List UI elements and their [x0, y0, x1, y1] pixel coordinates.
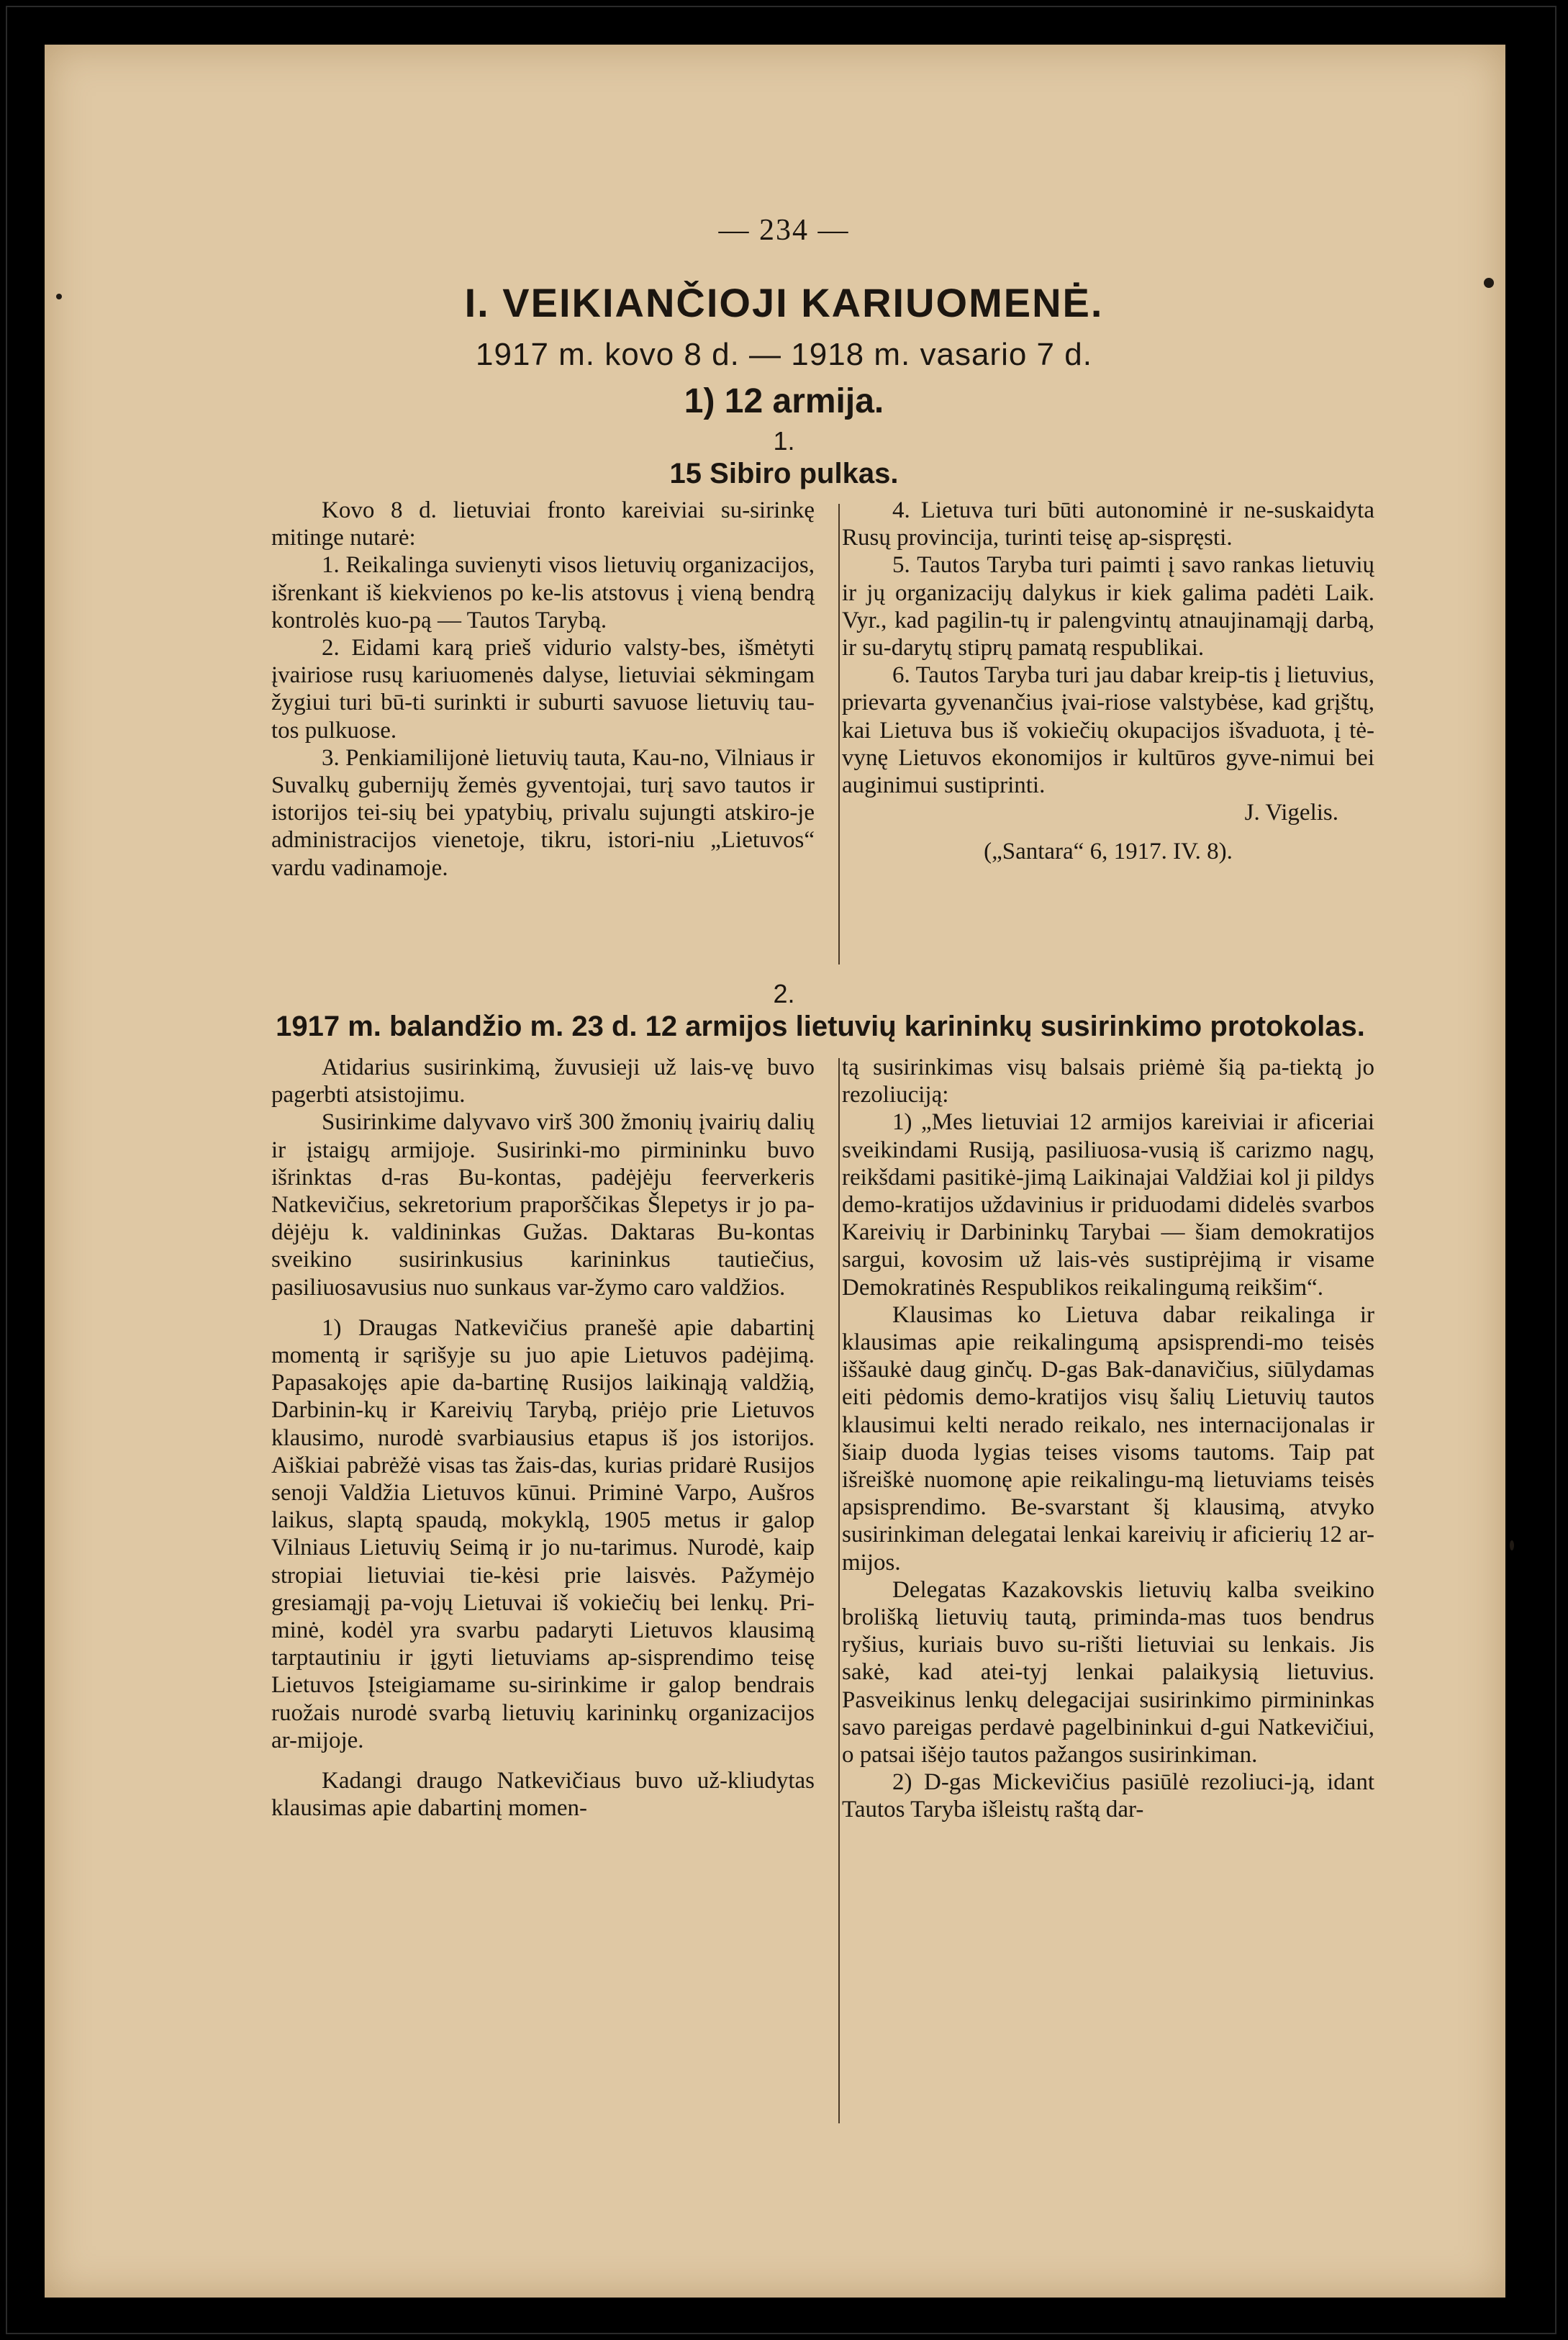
paragraph: tą susirinkimas visų balsais priėmė šią pa-tiektą jo rezoliuciją:: [842, 1054, 1374, 1108]
document-title: 15 Sibiro pulkas.: [669, 458, 899, 489]
document-number: 2.: [773, 979, 795, 1008]
paragraph: Kadangi draugo Natkevičiaus buvo už-kliudytas klausimas apie dabartinį momen-: [271, 1768, 815, 1822]
paragraph: Atidarius susirinkimą, žuvusieji už lais-vę buvo pagerbti atsistojimu.: [271, 1054, 815, 1108]
paragraph: Klausimas ko Lietuva dabar reikalinga ir klausimas apie reikalingumą apsisprendi-mo teisės iššaukė daug ginčų. D-gas Bak-danavičius, siūlydamas eiti pėdomis demo-kratijos visų šalių Lietuvių tautos klausimui kelti nerado reikalo, nes internacijonalas ir šiaip duoda lygias teises visoms tautoms. Taip pat išreiškė nuomonę apie reikalingu-mą lietuviams teisės apsisprendimo. Be-svarstant šį klausimą, atvyko susirinkiman delegatai lenkai kareivių ir aficierių 12 ar-mijos.: [842, 1301, 1374, 1576]
source-citation: („Santara“ 6, 1917. IV. 8).: [984, 839, 1233, 865]
doc1-right-column: [842, 497, 1374, 866]
paragraph: 4. Lietuva turi būti autonominė ir ne-suskaidyta Rusų provincija, turinti teisę ap-sispręsti.: [842, 497, 1374, 551]
paragraph: Delegatas Kazakovskis lietuvių kalba sveikino brolišką lietuvių tautą, priminda-mas tuos bendrus ryšius, kuriais buvo su-rišti lietuviai su lenkais. Jis sakė, kad atei-tyj lenkai palaikysią lietuvius. Pasveikinus lenkų delegacijai susirinkimo pirmininkas savo pareigas perdavė pagelbininkui d-gui Natkevičiui, o patsai išėjo tautos pažangos susirinkiman.: [842, 1576, 1374, 1768]
column-divider: [838, 504, 840, 965]
column-divider: [838, 1058, 840, 2123]
date-range: 1917 m. kovo 8 d. — 1918 m. vasario 7 d.: [476, 337, 1092, 372]
paragraph: 5. Tautos Taryba turi paimti į savo rankas lietuvių ir jų organizacijų dalykus ir kiek galima padėti Laik. Vyr., kad pagilin-tų ir palengvintų atnaujinamąjį darbą, ir su-darytų stiprų pamatą respublikai.: [842, 552, 1374, 661]
paragraph: 1) Draugas Natkevičius pranešė apie dabartinį momentą ir sąrišyje su juo apie Lietuvos padėjimą. Papasakojęs apie da-bartinę Rusijos laikinąją valdžią, Darbinin-kų ir Kareivių Tarybą, priėjo prie Lietuvos klausimo, nurodė svarbiausius etapus iš jos istorijos. Aiškiai pabrėžė visas tas žais-das, kurias pridarė Rusijos senoji Valdžia Lietuvos kūnui. Priminė Varpo, Aušros laikus, slaptą spaudą, mokyklą, 1905 metus ir galop Vilniaus Lietuvių Seimą ir jo nu-tarimus. Nurodė, kaip stropiai lietuviai tie-kėsi prie laisvės. Pažymėjo gresiamąjį pa-vojų Lietuvai iš vokiečių bei lenkų. Pri-minė, kodėl yra svarbu padaryti Lietuvos klausimą tarptautiniu ir įgyti lietuviams ap-sisprendimo teisę Lietuvos Įsteigiamame su-sirinkime ir galop bendrais ruožais nurodė svarbą lietuvių karininkų organizacijos ar-mijoje.: [271, 1314, 815, 1753]
doc1-left-column: [271, 497, 815, 882]
page-number: — 234 —: [718, 214, 850, 247]
paragraph: Kovo 8 d. lietuviai fronto kareiviai su-sirinkę mitinge nutarė:: [271, 497, 815, 551]
ink-spot: [1510, 1540, 1514, 1550]
doc2-right-column: [842, 1054, 1374, 1824]
paragraph: Susirinkime dalyvavo virš 300 žmonių įvairių dalių ir įstaigų armijoje. Susirinki-mo pirmininku buvo išrinktas d-ras Bu-kontas, padėjėju feerverkeris Natkevičius, sekretorium praporščikas Šlepetys ir jo pa-dėjėju k. valdininkas Gužas. Daktaras Bu-kontas sveikino susirinkusius karininkus tautiečius, pasiliuosavusius nuo sunkaus var-žymo caro valdžios.: [271, 1109, 815, 1301]
paragraph: 1. Reikalinga suvienyti visos lietuvių organizacijos, išrenkant iš kiekvienos po ke-lis atstovus į vieną bendrą kontrolės kuo-pą — Tautos Tarybą.: [271, 552, 815, 633]
paragraph: 1) „Mes lietuviai 12 armijos kareiviai ir aficeriai sveikindami Rusiją, pasiliuosa-vusią iš carizmo nagų, reikšdami pasitikė-jimą Laikinajai Valdžiai kol ji pildys demo-kratijos uždavinius ir priduodami didelės svarbos Kareivių ir Darbininkų Tarybai — šiam demokratijos sargui, kovosim už lais-vės sustiprėjimą ir visame Demokratinės Respublikos reikalingumą reikšim“.: [842, 1109, 1374, 1301]
doc2-left-column: [271, 1054, 815, 1822]
paragraph: 2. Eidami karą prieš vidurio valsty-bes, išmėtyti įvairiose rusų kariuomenės dalyse, lietuviai sėkmingam žygiui turi bū-ti surinkti ir suburti savuose lietuvių tau-tos pulkuose.: [271, 635, 815, 744]
document-title: 1917 m. balandžio m. 23 d. 12 armijos lietuvių karininkų susirinkimo protokolas.: [276, 1011, 1365, 1042]
paragraph: 3. Penkiamilijonė lietuvių tauta, Kau-no, Vilniaus ir Suvalkų gubernijų žemės gyventojai, turį savo tautos ir istorijos tei-sių bei ypatybių, privalu sujungti atskiro-je administracijos vienetoje, tikru, istori-niu „Lietuvos“ vardu vadinamoje.: [271, 744, 815, 881]
signature: J. Vigelis.: [1244, 800, 1338, 826]
document-number: 1.: [773, 426, 795, 456]
paragraph: 6. Tautos Taryba turi jau dabar kreip-tis į lietuvius, prievarta gyvenančius įvai-riose valstybėse, kad grįštų, kai Lietuva bus iš vokiečių okupacijos išvaduota, į tė-vynę Lietuvos ekonomijos ir kultūros gyve-nimui bei auginimui sustiprinti.: [842, 662, 1374, 799]
army-heading: 1) 12 armija.: [684, 382, 884, 420]
paragraph: 2) D-gas Mickevičius pasiūlė rezoliuci-ją, idant Tautos Taryba išleistų raštą dar-: [842, 1769, 1374, 1823]
section-heading: I. VEIKIANČIOJI KARIUOMENĖ.: [464, 280, 1104, 325]
